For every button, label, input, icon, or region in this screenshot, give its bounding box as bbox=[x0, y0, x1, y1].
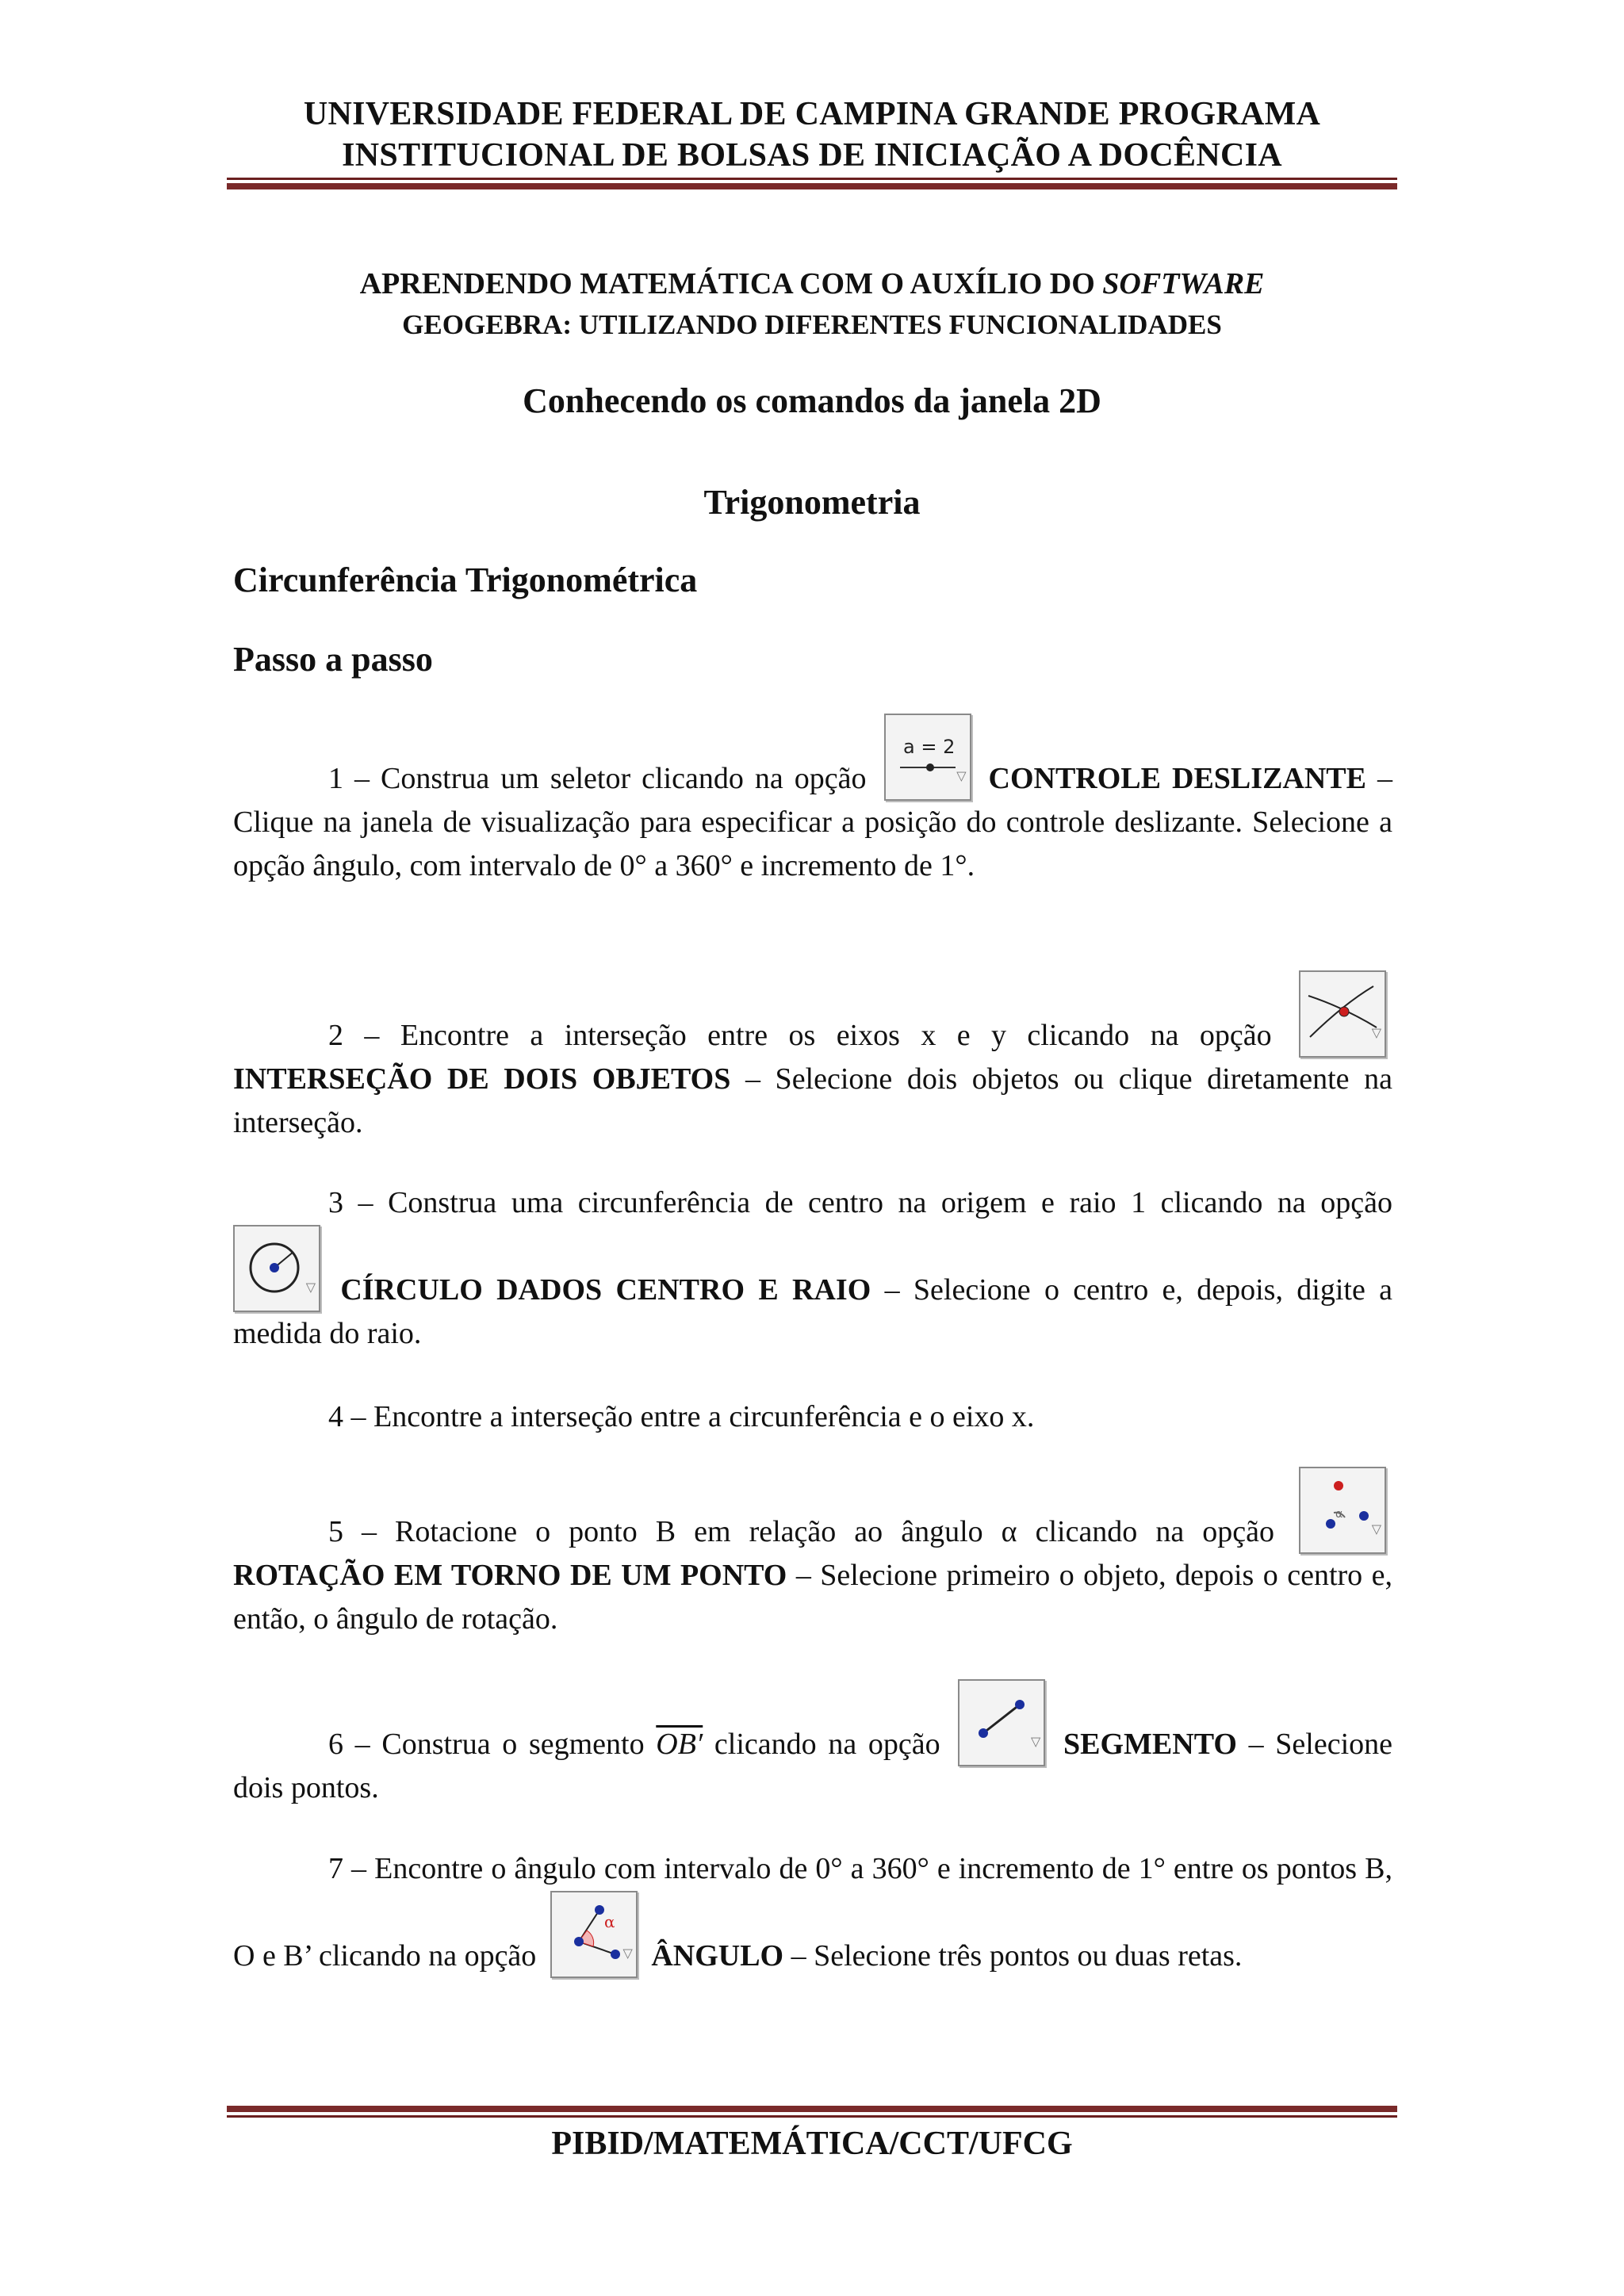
step-2: 2 – Encontre a interseção entre os eixos x e y clicando na opção ▽ INTERSEÇÃO DE DOIS OBJETOS – Selecione dois objetos ou clique diretamente na interseção. bbox=[233, 970, 1392, 1145]
heading-circunferencia: Circunferência Trigonométrica bbox=[233, 561, 698, 599]
header-title bbox=[198, 94, 1426, 176]
header-line-1: UNIVERSIDADE FEDERAL DE CAMPINA GRANDE PROGRAMA bbox=[303, 96, 1321, 132]
slider-icon-label: a = 2 bbox=[902, 736, 955, 758]
step-7: 7 – Encontre o ângulo com intervalo de 0° a 360° e incremento de 1° entre os pontos B, O e B’ clicando na opção α ▽ ÂNGULO – Selecione três pontos ou duas retas. bbox=[233, 1847, 1392, 1978]
tool-segmento: SEGMENTO bbox=[1063, 1728, 1237, 1761]
circle-radius-tool-icon: ▽ bbox=[233, 1225, 320, 1312]
footer-rule bbox=[227, 2106, 1397, 2118]
angle-icon-label: α bbox=[603, 1912, 615, 1931]
heading-trigonometria: Trigonometria bbox=[703, 483, 921, 522]
heading-passo-a-passo: Passo a passo bbox=[233, 640, 433, 679]
angle-tool-icon: α ▽ bbox=[550, 1891, 638, 1978]
svg-text:α: α bbox=[1335, 1508, 1343, 1521]
subtitle-line-1: APRENDENDO MATEMÁTICA COM O AUXÍLIO DO SOFTWARE bbox=[359, 267, 1265, 300]
segment-ob-prime: OB′ bbox=[656, 1728, 703, 1761]
tool-rotacao: ROTAÇÃO EM TORNO DE UM PONTO bbox=[233, 1559, 787, 1592]
software-word: SOFTWARE bbox=[1102, 267, 1265, 300]
tool-angulo: ÂNGULO bbox=[651, 1939, 784, 1973]
step-1: 1 – Construa um seletor clicando na opção a = 2 ▽ CONTROLE DESLIZANTE – Clique na janela de visualização para especificar a posição do controle deslizante. Selecione a opção ângulo, com intervalo de 0° a 360° e incremento de 1°. bbox=[233, 714, 1392, 888]
rotate-tool-icon: α ▽ bbox=[1299, 1467, 1386, 1554]
subtitle-line-2: GEOGEBRA: UTILIZANDO DIFERENTES FUNCIONALIDADES bbox=[402, 309, 1222, 340]
heading-conhecendo: Conhecendo os comandos da janela 2D bbox=[523, 381, 1101, 420]
step-6: 6 – Construa o segmento OB′ clicando na opção ▽ SEGMENTO – Selecione dois pontos. bbox=[233, 1679, 1392, 1810]
tool-controle-deslizante: CONTROLE DESLIZANTE bbox=[988, 762, 1366, 795]
step-3: 3 – Construa uma circunferência de centro na origem e raio 1 clicando na opção ▽ CÍRCULO DADOS CENTRO E RAIO – Selecione o centro e, depois, digite a medida do raio. bbox=[233, 1186, 1392, 1350]
tool-intersecao: INTERSEÇÃO DE DOIS OBJETOS bbox=[233, 1062, 731, 1096]
tool-circulo-centro-raio: CÍRCULO DADOS CENTRO E RAIO bbox=[340, 1273, 871, 1307]
slider-tool-icon: a = 2 ▽ bbox=[884, 714, 971, 801]
header-rule bbox=[227, 178, 1397, 189]
footer-text: PIBID/MATEMÁTICA/CCT/UFCG bbox=[551, 2126, 1073, 2162]
segment-tool-icon: ▽ bbox=[958, 1679, 1045, 1766]
intersect-tool-icon: ▽ bbox=[1299, 970, 1386, 1058]
step-4: 4 – Encontre a interseção entre a circunferência e o eixo x. bbox=[328, 1400, 1035, 1433]
header-line-2: INSTITUCIONAL DE BOLSAS DE INICIAÇÃO A DOCÊNCIA bbox=[342, 137, 1282, 174]
step-5: 5 – Rotacione o ponto B em relação ao ângulo α clicando na opção α ▽ ROTAÇÃO EM TORNO DE UM PONTO – Selecione primeiro o objeto, depois o centro e, então, o ângulo de rotação. bbox=[233, 1467, 1392, 1641]
